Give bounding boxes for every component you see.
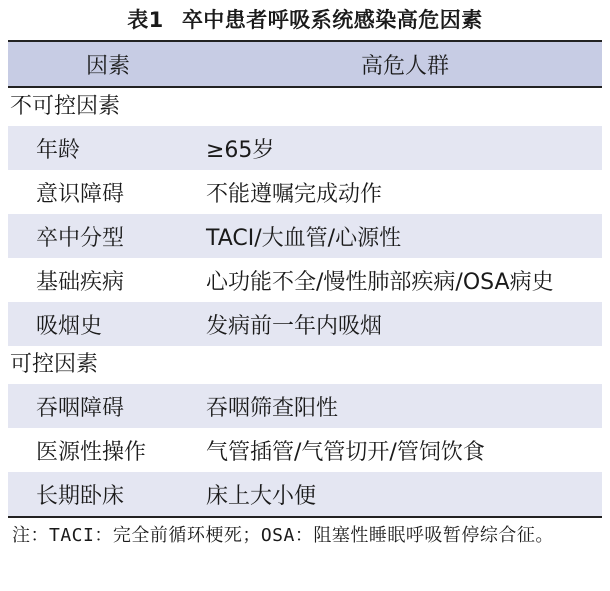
row-factor: 基础疾病 <box>36 269 125 295</box>
row-group: 气管插管/气管切开/管饲饮食 <box>206 439 485 465</box>
row-factor: 年龄 <box>36 137 81 163</box>
row-group: 发病前一年内吸烟 <box>206 313 383 339</box>
table-row <box>8 428 602 472</box>
row-factor: 卒中分型 <box>36 225 125 251</box>
table-row <box>8 170 602 214</box>
table-row <box>8 384 602 428</box>
header-factor: 因素 <box>85 53 130 79</box>
row-factor: 吞咽障碍 <box>36 395 125 421</box>
section-uncontrollable-label: 不可控因素 <box>10 94 121 119</box>
row-group: TACI/大血管/心源性 <box>206 225 402 251</box>
header-risk-group: 高危人群 <box>360 53 449 79</box>
row-group: 心功能不全/慢性肺部疾病/OSA病史 <box>206 269 554 295</box>
row-group: 吞咽筛查阳性 <box>206 395 339 421</box>
table-row <box>8 214 602 258</box>
table-row <box>8 258 602 302</box>
table-row <box>8 302 602 346</box>
row-factor: 医源性操作 <box>36 439 147 465</box>
row-group: ≥65岁 <box>206 137 275 163</box>
section-controllable-label: 可控因素 <box>10 352 99 377</box>
table-number: 表1 <box>127 8 164 32</box>
row-group: 床上大小便 <box>206 483 317 509</box>
table-title-text: 卒中患者呼吸系统感染高危因素 <box>181 8 483 32</box>
table-header <box>8 42 602 88</box>
table-row <box>8 472 602 518</box>
row-factor: 长期卧床 <box>36 483 125 509</box>
table-footnote: 注：TACI：完全前循环梗死；OSA：阻塞性睡眠呼吸暂停综合征。 <box>12 525 554 546</box>
row-factor: 意识障碍 <box>36 181 125 207</box>
row-factor: 吸烟史 <box>36 313 103 339</box>
table-title <box>0 0 610 40</box>
risk-factor-table <box>8 40 602 518</box>
table-row <box>8 126 602 170</box>
row-group: 不能遵嘱完成动作 <box>206 181 383 207</box>
